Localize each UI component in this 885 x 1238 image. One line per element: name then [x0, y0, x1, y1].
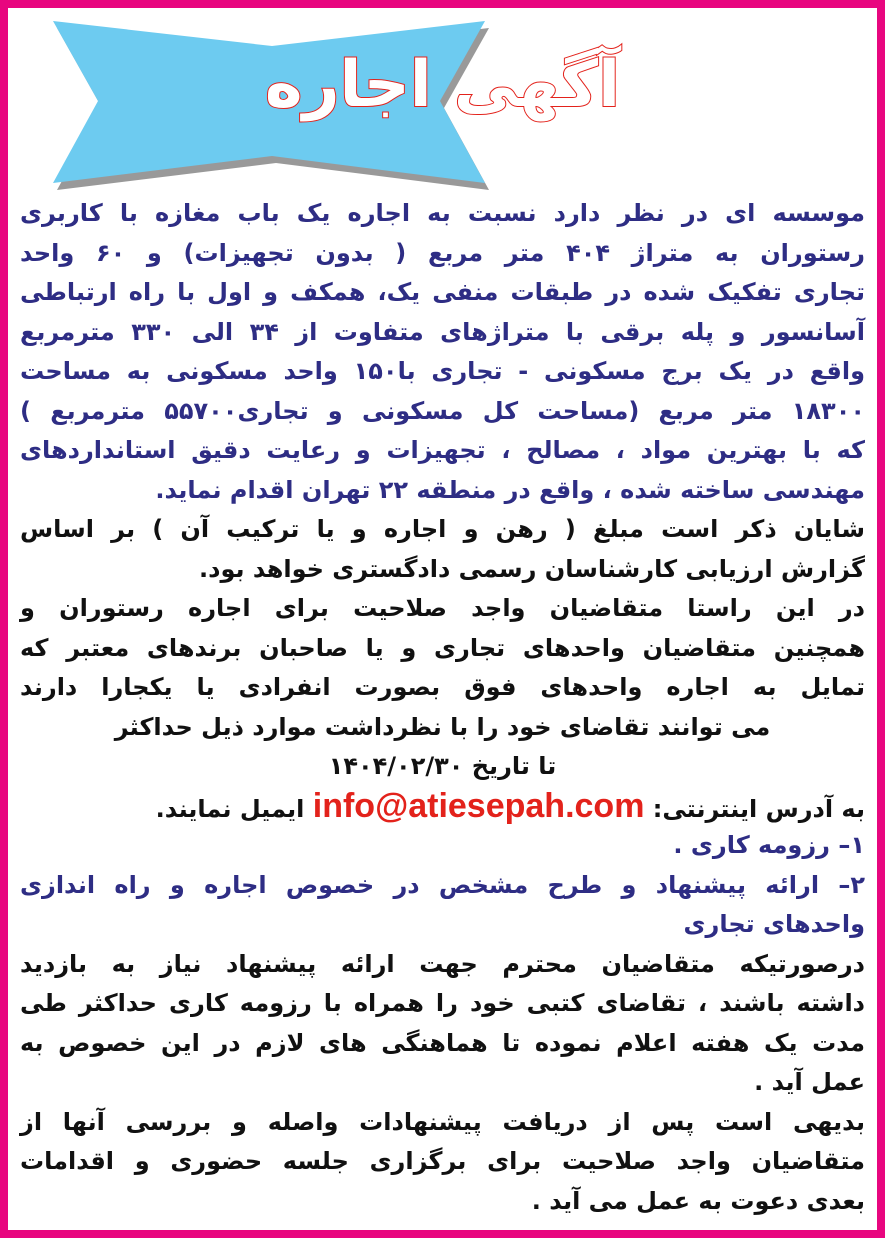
- text-line: می توانند تقاضای خود را با نظرداشت موارد ذیل حداکثر: [114, 712, 771, 741]
- text-line: تمایل به اجاره واحدهای فوق بصورت انفرادی یا یکجارا دارند: [20, 673, 865, 701]
- list-item: ۱– رزومه کاری .: [673, 831, 865, 859]
- text-line: تجاری تفکیک شده در طبقات منفی یک، همکف و اول با راه ارتباطی: [20, 278, 865, 306]
- text-line: شایان ذکر است مبلغ ( رهن و اجاره و یا ترکیب آن ) بر اساس: [20, 515, 865, 543]
- text-line: که با بهترین مواد ، مصالح ، تجهیزات و رعایت دقیق استانداردهای: [20, 436, 865, 464]
- notice-title: آگهی اجاره: [264, 48, 621, 122]
- text-line: واقع در یک برج مسکونی - تجاری با۱۵۰ واحد مسکونی به مساحت: [20, 357, 865, 385]
- email-suffix: ایمیل نمایند.: [155, 794, 305, 823]
- requirements-list: [20, 826, 865, 945]
- text-line: موسسه ای در نظر دارد نسبت به اجاره یک باب مغازه با کاربری: [20, 199, 865, 227]
- email-line: [20, 787, 865, 827]
- text-line: در این راستا متقاضیان واجد صلاحیت برای اجاره رستوران و: [20, 594, 865, 622]
- text-line: آسانسور و پله برقی با متراژهای متفاوت از ۳۴ الی ۳۳۰ مترمربع: [20, 317, 865, 346]
- text-line: عمل آید .: [754, 1068, 865, 1096]
- list-item: ۲– ارائه پیشنهاد و طرح مشخص در خصوص اجاره و راه اندازی: [20, 870, 865, 899]
- notice-body: [20, 194, 865, 1221]
- deadline-line: تا تاریخ ۱۴۰۴/۰۲/۳۰: [328, 752, 557, 780]
- text-line: بدیهی است پس از دریافت پیشنهادات واصله و بررسی آنها از: [20, 1107, 865, 1136]
- text-line: همچنین متقاضیان واحدهای تجاری و یا صاحبان برندهای معتبر که: [20, 633, 865, 662]
- text-line: داشته باشند ، تقاضای کتبی خود را همراه با رزومه کاری حداکثر طی: [20, 989, 865, 1017]
- list-item: واحدهای تجاری: [683, 910, 865, 938]
- text-line: بعدی دعوت به عمل می آید .: [531, 1186, 865, 1215]
- visit-paragraph: [20, 945, 865, 1103]
- text-line: رستوران به متراژ ۴۰۴ متر مربع ( بدون تجهیزات) و ۶۰ واحد: [20, 238, 865, 267]
- text-line: گزارش ارزیابی کارشناسان رسمی دادگستری خواهد بود.: [199, 554, 865, 583]
- closing-paragraph: [20, 1103, 865, 1222]
- text-line: درصورتیکه متقاضیان محترم جهت ارائه پیشنهاد نیاز به بازدید: [20, 949, 865, 978]
- applicants-paragraph: [20, 589, 865, 826]
- text-line: مهندسی ساخته شده ، واقع در منطقه ۲۲ تهران اقدام نماید.: [155, 475, 865, 504]
- text-line: متقاضیان واجد صلاحیت برای برگزاری جلسه حضوری و اقدامات: [20, 1147, 865, 1175]
- intro-paragraph: [20, 194, 865, 510]
- email-prefix: به آدرس اینترنتی:: [652, 794, 865, 823]
- text-line: ۱۸۳۰۰ متر مربع (مساحت کل مسکونی و تجاری۵۵۷۰۰ مترمربع ): [20, 396, 865, 425]
- text-line: مدت یک هفته اعلام نموده تا هماهنگی های لازم در این خصوص به: [20, 1028, 865, 1057]
- email-link[interactable]: info@atiesepah.com: [312, 786, 645, 825]
- pricing-paragraph: [20, 510, 865, 589]
